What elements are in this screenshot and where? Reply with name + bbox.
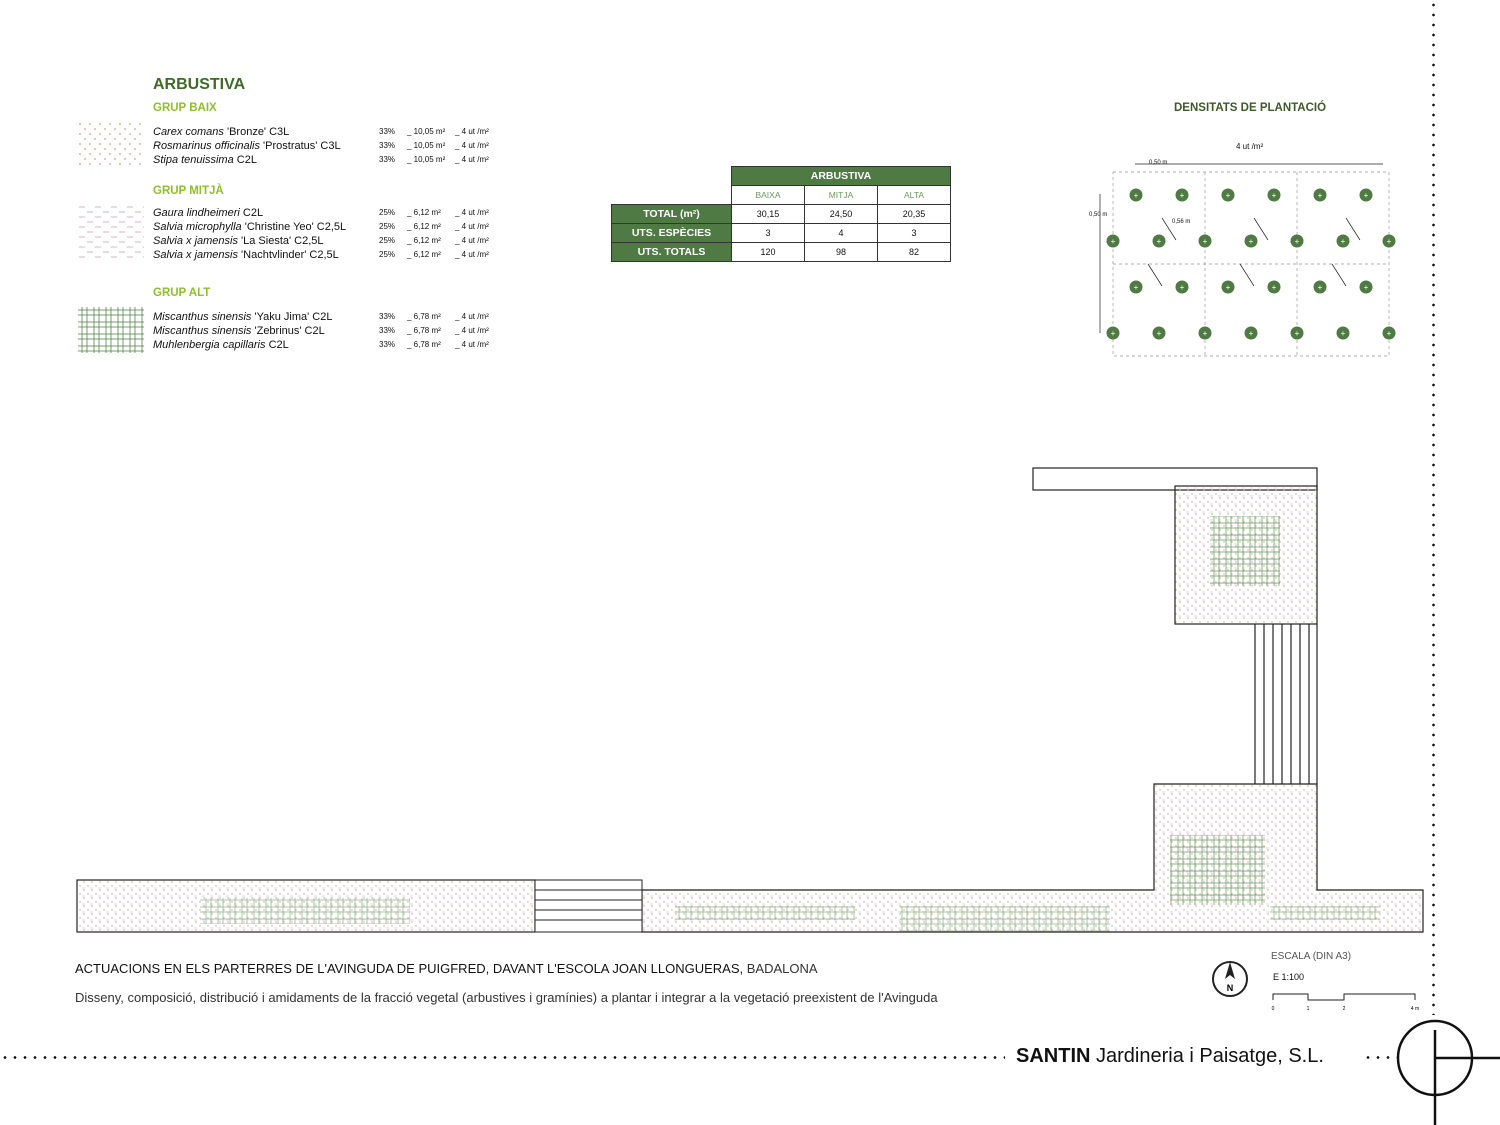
row-label: UTS. TOTALS xyxy=(612,243,732,262)
species-cultivar: 'Prostratus' C3L xyxy=(259,140,341,152)
north-arrow-icon xyxy=(1210,958,1252,1000)
plant-marker-plus-icon: + xyxy=(1340,237,1346,246)
table-row xyxy=(612,224,951,243)
species-latin: Muhlenbergia capillaris xyxy=(153,339,266,351)
species-pct: 33% xyxy=(379,340,396,349)
table-cell: 3 xyxy=(732,224,805,243)
diagonal-label: 0,56 m xyxy=(1172,219,1191,225)
table-cell: 4 xyxy=(805,224,878,243)
table-row xyxy=(612,205,951,224)
column-header: ALTA xyxy=(878,186,951,205)
species-cultivar: 'Bronze' C3L xyxy=(223,126,290,138)
species-area: _ 6,78 m² xyxy=(407,340,441,349)
north-label: N xyxy=(1226,983,1234,993)
species-density: _ 4 ut /m² xyxy=(455,208,489,217)
row-label: UTS. ESPÈCIES xyxy=(612,224,732,243)
species-latin: Stipa tenuissima xyxy=(153,154,234,166)
group-mid-title: GRUP MITJÀ xyxy=(153,185,224,197)
species-density: _ 4 ut /m² xyxy=(455,155,489,164)
table-cell: 120 xyxy=(732,243,805,262)
plant-marker-plus-icon: + xyxy=(1133,283,1139,292)
species-pct: 25% xyxy=(379,250,396,259)
species-area: _ 6,12 m² xyxy=(407,208,441,217)
plant-marker-plus-icon: + xyxy=(1110,237,1116,246)
species-latin: Salvia x jamensis xyxy=(153,235,238,247)
plant-marker-plus-icon: + xyxy=(1156,237,1162,246)
species-density: _ 4 ut /m² xyxy=(455,141,489,150)
species-cultivar: 'Nachtvlinder' C2,5L xyxy=(237,249,339,261)
crosshair-logo-icon xyxy=(1395,1018,1500,1125)
species-area: _ 6,12 m² xyxy=(407,222,441,231)
dotted-border-right xyxy=(1432,0,1435,1015)
scale-tick: 4 m xyxy=(1410,1006,1420,1012)
dotted-border-bottom xyxy=(0,1056,1005,1059)
column-header: BAIXA xyxy=(732,186,805,205)
plant-marker-plus-icon: + xyxy=(1225,191,1231,200)
group-high-title: GRUP ALT xyxy=(153,287,211,299)
plant-marker-plus-icon: + xyxy=(1363,283,1369,292)
plant-marker-plus-icon: + xyxy=(1225,283,1231,292)
plant-marker-plus-icon: + xyxy=(1271,283,1277,292)
table-cell: 20,35 xyxy=(878,205,951,224)
plant-marker-plus-icon: + xyxy=(1248,237,1254,246)
scale-tick: 2 xyxy=(1342,1006,1346,1012)
scale-tick: 1 xyxy=(1306,1006,1310,1012)
table-cell: 3 xyxy=(878,224,951,243)
species-pct: 25% xyxy=(379,236,396,245)
species-pct: 25% xyxy=(379,208,396,217)
species-pct: 33% xyxy=(379,127,396,136)
species-area: _ 10,05 m² xyxy=(407,141,446,150)
species-area: _ 6,78 m² xyxy=(407,326,441,335)
species-density: _ 4 ut /m² xyxy=(455,326,489,335)
species-latin: Carex comans xyxy=(153,126,224,138)
table-cell: 98 xyxy=(805,243,878,262)
plant-marker-plus-icon: + xyxy=(1133,191,1139,200)
species-cultivar: C2L xyxy=(239,207,264,219)
plant-marker-plus-icon: + xyxy=(1271,191,1277,200)
plant-marker-plus-icon: + xyxy=(1294,237,1300,246)
species-density: _ 4 ut /m² xyxy=(455,340,489,349)
swatch-low xyxy=(78,122,144,166)
row-label: TOTAL (m²) xyxy=(612,205,732,224)
scale-bar xyxy=(1270,990,1430,1014)
project-subtitle: Disseny, composició, distribució i amidaments de la fracció vegetal (arbustives i gramínies) a plantar i integrar a la vegetació preexistent de l'Avinguda xyxy=(75,990,938,1005)
species-pct: 33% xyxy=(379,312,396,321)
plant-marker-plus-icon: + xyxy=(1202,237,1208,246)
density-title: DENSITATS DE PLANTACIÓ xyxy=(1174,102,1327,114)
project-title xyxy=(75,961,818,976)
company-brand: SANTIN xyxy=(1016,1045,1091,1067)
density-diagram xyxy=(1080,158,1400,363)
scale-label: ESCALA (DIN A3) xyxy=(1271,951,1352,962)
swatch-mid xyxy=(78,204,144,260)
summary-table xyxy=(611,166,951,262)
plant-marker-plus-icon: + xyxy=(1156,329,1162,338)
plant-marker-plus-icon: + xyxy=(1363,191,1369,200)
project-title-city: BADALONA xyxy=(743,961,818,976)
dotted-border-bottom-right xyxy=(1363,1056,1399,1059)
plant-marker-plus-icon: + xyxy=(1386,237,1392,246)
species-pct: 33% xyxy=(379,141,396,150)
project-title-main: ACTUACIONS EN ELS PARTERRES DE L'AVINGUDA DE PUIGFRED, DAVANT L'ESCOLA JOAN LLONGUERAS, xyxy=(75,961,744,976)
table-cell: 82 xyxy=(878,243,951,262)
plant-marker-plus-icon: + xyxy=(1202,329,1208,338)
table-cell: 30,15 xyxy=(732,205,805,224)
legend-title: ARBUSTIVA xyxy=(153,76,246,93)
plant-marker-plus-icon: + xyxy=(1386,329,1392,338)
species-latin: Miscanthus sinensis xyxy=(153,325,252,337)
swatch-high xyxy=(78,307,144,353)
species-latin: Gaura lindheimeri xyxy=(153,207,240,219)
species-area: _ 10,05 m² xyxy=(407,155,446,164)
plant-marker-plus-icon: + xyxy=(1179,283,1185,292)
company-rest: Jardineria i Paisatge, S.L. xyxy=(1090,1045,1324,1067)
table-header: ARBUSTIVA xyxy=(732,167,951,186)
species-latin: Salvia x jamensis xyxy=(153,249,238,261)
table-row xyxy=(612,243,951,262)
scale-tick: 0 xyxy=(1271,1006,1275,1012)
species-pct: 33% xyxy=(379,326,396,335)
species-density: _ 4 ut /m² xyxy=(455,312,489,321)
species-area: _ 6,12 m² xyxy=(407,236,441,245)
species-cultivar: 'Christine Yeo' C2,5L xyxy=(241,221,347,233)
species-area: _ 6,12 m² xyxy=(407,250,441,259)
group-low-title: GRUP BAIX xyxy=(153,102,217,114)
species-pct: 33% xyxy=(379,155,396,164)
species-cultivar: C2L xyxy=(233,154,257,166)
species-area: _ 10,05 m² xyxy=(407,127,446,136)
plant-marker-plus-icon: + xyxy=(1317,283,1323,292)
species-latin: Miscanthus sinensis xyxy=(153,311,252,323)
species-density: _ 4 ut /m² xyxy=(455,250,489,259)
plant-marker-plus-icon: + xyxy=(1294,329,1300,338)
scale-value: E 1:100 xyxy=(1273,972,1305,982)
species-latin: Rosmarinus officinalis xyxy=(153,140,260,152)
species-cultivar: C2L xyxy=(265,339,289,351)
density-label: 4 ut /m² xyxy=(1236,142,1264,151)
species-area: _ 6,78 m² xyxy=(407,312,441,321)
species-latin: Salvia microphylla xyxy=(153,221,242,233)
species-density: _ 4 ut /m² xyxy=(455,127,489,136)
column-header: MITJA xyxy=(805,186,878,205)
plant-marker-plus-icon: + xyxy=(1317,191,1323,200)
plant-marker-plus-icon: + xyxy=(1110,329,1116,338)
species-cultivar: 'La Siesta' C2,5L xyxy=(237,235,324,247)
species-pct: 25% xyxy=(379,222,396,231)
species-density: _ 4 ut /m² xyxy=(455,222,489,231)
species-cultivar: 'Yaku Jima' C2L xyxy=(251,311,333,323)
spacing-label: 0,50 m xyxy=(1089,212,1108,218)
table-cell: 24,50 xyxy=(805,205,878,224)
spacing-label: 0,50 m xyxy=(1149,160,1168,166)
site-plan xyxy=(70,460,1430,940)
species-density: _ 4 ut /m² xyxy=(455,236,489,245)
plant-marker-plus-icon: + xyxy=(1248,329,1254,338)
plant-marker-plus-icon: + xyxy=(1340,329,1346,338)
plant-marker-plus-icon: + xyxy=(1179,191,1185,200)
species-cultivar: 'Zebrinus' C2L xyxy=(251,325,325,337)
company-name xyxy=(1016,1045,1324,1068)
